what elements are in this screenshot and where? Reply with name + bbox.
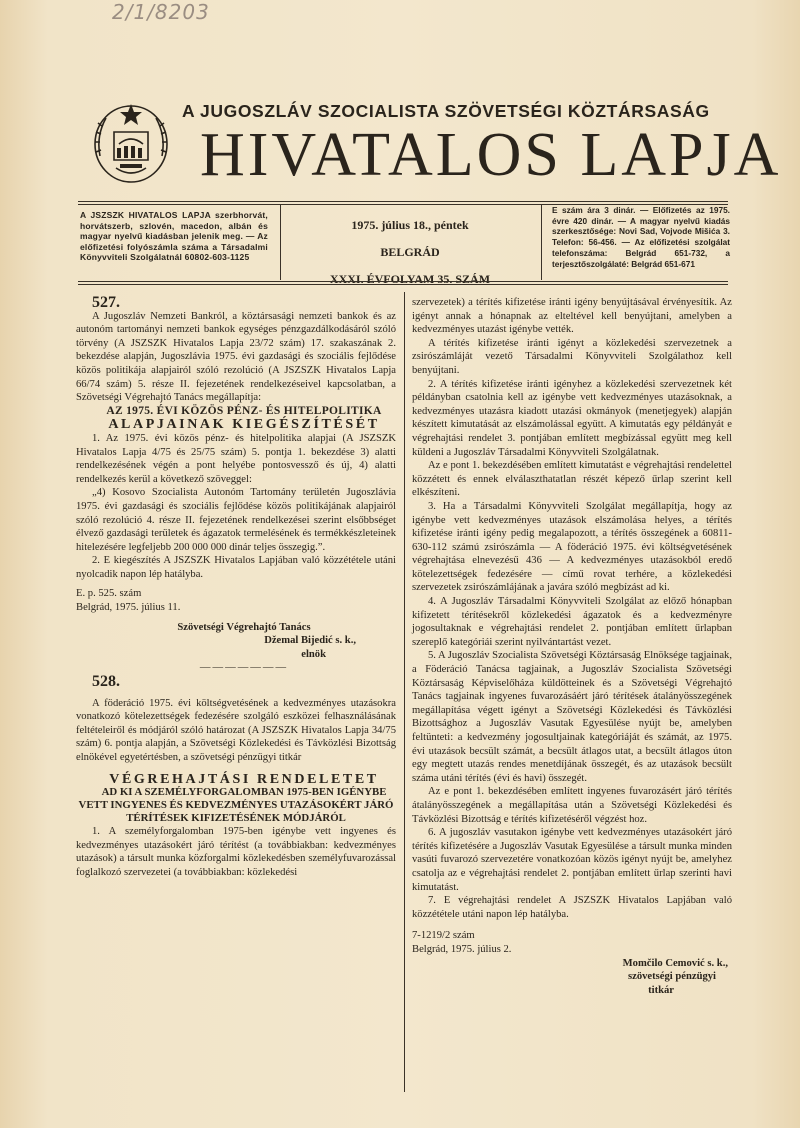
signature-1-role: elnök bbox=[301, 648, 326, 660]
subscription-info: A JSZSZK HIVATALOS LAPJA szerbhorvát, horvátszerb, szlovén, macedon, albán és magyar nyelvű kiadásban jelenik meg. — Az előfizetési folyószámla száma a Társadalmi Könyvviteli Szolgálatnál 60802-603-1125 bbox=[80, 210, 268, 263]
right-para-7: 5. A Jugoszláv Szocialista Szövetségi Köztársaság Elnöksége tagjainak, a Föderáció Tanácsa tagjainak, a Jugoszláv Szocialista Szövetségi Köztársaság Képviselőháza küldötteinek és a Szövetségi Végrehajtó Tanács tagjainak ingyenes fuvarozásáért járó térítések átalányösszegének megállapítása végett igényt a Szövetségi Közlekedési és Távközlési Bizottsághoz a Jugoszláv Vasutak Egyesülése nyújt be, amelyben feltünteti: a kedvezmény jogosultjainak kategóriáját és számát, az 1975. évi utazások becsült számát, a becsült átlagos utat, a becsült átlagos úton egy megtett utazás rendes menetdíjának összegét, és az utazások becsült száma utáni térítés (évi és havi) összegét. bbox=[412, 650, 732, 784]
article-528-point-1: 1. A személyforgalomban 1975-ben igénybe vett ingyenes és kedvezményes utazásokért járó térítést (a továbbiakban: kedvezményes utazások) a társult munka közforgalmi közlekedésben személyfuvarozással foglalkozó szervezetei (a továbbiakban: közlekedési bbox=[76, 826, 396, 878]
header-bottom-rule-2 bbox=[78, 284, 728, 285]
yugoslav-emblem-icon bbox=[86, 96, 176, 186]
header-top-rule bbox=[78, 201, 728, 202]
article-528-heading: VÉGREHAJTÁSI RENDELETET bbox=[109, 771, 379, 787]
article-527-ref: E. p. 525. szám bbox=[76, 588, 142, 600]
signature-2-role-1: szövetségi pénzügyi bbox=[628, 971, 716, 983]
right-para-4: Az e pont 1. bekezdésében említett kimutatást e végrehajtási rendelettel közzétett és ennek elválaszthatatlan részét képező űrlap szerint kell elkészíteni. bbox=[412, 460, 732, 499]
article-527-point-2: 2. E kiegészítés A JSZSZK Hivatalos Lapjában való közzététele utáni nyolcadik napon lép hatályba. bbox=[76, 555, 396, 580]
column-divider bbox=[404, 292, 405, 1092]
handwritten-note: 2/1/8203 bbox=[112, 0, 210, 24]
right-para-8: Az e pont 1. bekezdésében említett ingyenes fuvarozásért járó térítés átalányösszegének a megállapítása után a Szövetségi Közlekedési és Távközlési Bizottság e térítés kifizetéséről végzést hoz. bbox=[412, 786, 732, 825]
left-column bbox=[76, 296, 396, 880]
right-para-3: 2. A térítés kifizetése iránti igényhez a közlekedési szervezetnek két példányban csatolnia kell az igénybe vett kedvezményes utazásoknak, a kedvezményes utazásra kiadott utazási okmányok (menetjegyek) alapján készített kimutatását az elszámolással együtt. A kimutatás egy példányát e végrehajtási rendelet 3. pontjában említett megbízással együtt meg kell küldeni a Jugoszláv Társadalmi Könyvviteli Szolgálatnak. bbox=[412, 378, 732, 458]
right-column bbox=[412, 296, 732, 997]
article-527-quote: „4) Kosovo Szocialista Autonóm Tartomány területén Jugoszlávia 1975. évi gazdasági és szociális fejlődése közös politikájának alapjairól szóló rezolúció 4. része II. fejezetének rendelkezései szerint elsőbbséget élvező gazdasági területek és ágazatok termelésének és termékkészleteinek hitelezésére legfeljebb 200 000 000 dinár teljes összegig.”. bbox=[76, 487, 396, 553]
header-bottom-rule bbox=[78, 281, 728, 282]
separator: ——————— bbox=[199, 662, 289, 674]
publication-supertitle: A JUGOSZLÁV SZOCIALISTA SZÖVETSÉGI KÖZTÁRSASÁG bbox=[182, 101, 710, 121]
article-528-date: Belgrád, 1975. július 2. bbox=[412, 943, 512, 955]
article-527-preamble: A Jugoszláv Nemzeti Bankról, a köztársasági nemzeti bankok és az autonóm tartományi nemzeti bankok egységes pénzgazdálkodásáról szóló törvény (A JSZSZK Hivatalos Lapja 23/72 szám) 17. szakaszának 2. bekezdése alapján, Jugoszlávia 1975. évi gazdasági és szociális fejlődése közös politikája alapjairól szóló rezolúció (A JSZSZK Hivatalos Lapja 66/74 szám) 5. része II. fejezetének rendelkezéseivel kapcsolatban, a Szövetségi Végrehajtó Tanács megállapítja: bbox=[76, 310, 396, 404]
article-number-527: 527. bbox=[92, 294, 120, 311]
price-info: E szám ára 3 dinár. — Előfizetés az 1975. évre 420 dinár. — A magyar nyelvű kiadás szerkesztősége: Novi Sad, Vojvode Mišića 3. Telefon: 56-456. — Az előfizetési szolgálat telefonszáma: Belgrád 651-732, a terjesztőszolgálaté: Belgrád 651-671 bbox=[552, 205, 730, 269]
signature-2-role-2: titkár bbox=[648, 984, 674, 996]
header-divider-left bbox=[280, 204, 281, 280]
article-527-point-1: 1. Az 1975. évi közös pénz- és hitelpolitika alapjai (A JSZSZK Hivatalos Lapja 4/75 és 25/75 szám) 5. pontja 1. bekezdése 3) alatti rendelkezésének végén a pont helyébe pontosvessző és új, 4) alatti rendelkezés kerül a következő szöveggel: bbox=[76, 432, 396, 485]
signature-1-name: Džemal Bijedić s. k., bbox=[264, 635, 356, 647]
article-number-528: 528. bbox=[92, 673, 120, 691]
article-527-subheading: ALAPJAINAK KIEGÉSZÍTÉSÉT bbox=[108, 417, 380, 433]
signature-1-org: Szövetségi Végrehajtó Tanács bbox=[177, 621, 311, 633]
issue-date: 1975. július 18., péntek bbox=[351, 218, 469, 232]
publication-title: HIVATALOS LAPJA bbox=[200, 121, 782, 189]
article-527-date: Belgrád, 1975. július 11. bbox=[76, 602, 181, 614]
signature-2-name: Momčilo Cemović s. k., bbox=[622, 957, 728, 969]
issue-volume: XXXI. ÉVFOLYAM 35. SZÁM bbox=[329, 272, 491, 286]
article-528-ref: 7-1219/2 szám bbox=[412, 930, 475, 942]
article-527-heading: AZ 1975. ÉVI KÖZÖS PÉNZ- ÉS HITELPOLITIKA bbox=[106, 404, 382, 417]
right-para-9: 6. A jugoszláv vasutakon igénybe vett kedvezményes utazásokért járó térítés kifizetésére a Jugoszláv Vasutak Egyesülése a társult munka minden vasúti fuvarozó szervezetére vonatkozóan közös igényt nyújt be, amelyhez csatolja az e végrehajtási rendelet 2. pontjában említett űrlap szerinti havi kimutatást. bbox=[412, 827, 732, 893]
article-528-preamble: A föderáció 1975. évi költségvetésének a kedvezményes utazásokra vonatkozó kötelezettségek fedezésére szolgáló eszközei felhasználásának feltételeiről és módjáról szóló határozat (A JSZSZK Hivatalos Lapja 34/75 szám) 6. pontja alapján, a Szövetségi Közlekedési és Távközlési Bizottság elnökével egyetértésben, a szövetségi pénzügyi titkár bbox=[76, 697, 396, 763]
right-para-5: 3. Ha a Társadalmi Könyvviteli Szolgálat megállapítja, hogy az igénybe vett kedvezményes utazások elszámolása helyes, a térítés kifizetése iránti igény pedig megalapozott, a térítés összegének a 60811-630-112 számú zsirószámla — A föderáció 1975. évi költségvetésének végrehajtása elnevezésű 436 — A kedvezményes utazásokból eredő kötelezettségek fedezésére — című rovat terhére, a közlekedési szervezetek zsirószámlájának a javára szóló megbízást ad ki. bbox=[412, 500, 732, 594]
article-528-subheading: AD KI A SZEMÉLYFORGALOMBAN 1975-BEN IGÉNYBE VETT INGYENES ÉS KEDVEZMÉNYES UTAZÁSOKÉRT JÁRÓ TÉRÍTÉSEK KIFIZETÉSÉNEK MÓDJÁRÓL bbox=[78, 786, 394, 825]
right-para-10: 7. E végrehajtási rendelet A JSZSZK Hivatalos Lapjában való közzététele utáni napon lép hatályba. bbox=[412, 895, 732, 920]
issue-city: BELGRÁD bbox=[380, 245, 440, 259]
right-para-6: 4. A Jugoszláv Társadalmi Könyvviteli Szolgálat az előző hónapban kifizetett térítésekről közlekedési ágazatok és a kedvezményre jogosultaknak e végrehajtási rendelet 2. pontjában említett űrlapban szereplő kategóriái szerint nyilvántartást vezet. bbox=[412, 596, 732, 648]
header-divider-right bbox=[541, 204, 542, 280]
right-para-2: A térítés kifizetése iránti igényt a közlekedési szervezetnek a zsirószámláját vezető Társadalmi Könyvviteli Szolgálathoz kell benyújtani. bbox=[412, 337, 732, 376]
right-para-1: szervezetek) a térítés kifizetése iránti igény benyújtásával érvényesítik. Az igényt annak a hónapnak az elteltével kell benyújtani, amelyben a kedvezményes utazást igénybe vették. bbox=[412, 297, 732, 336]
